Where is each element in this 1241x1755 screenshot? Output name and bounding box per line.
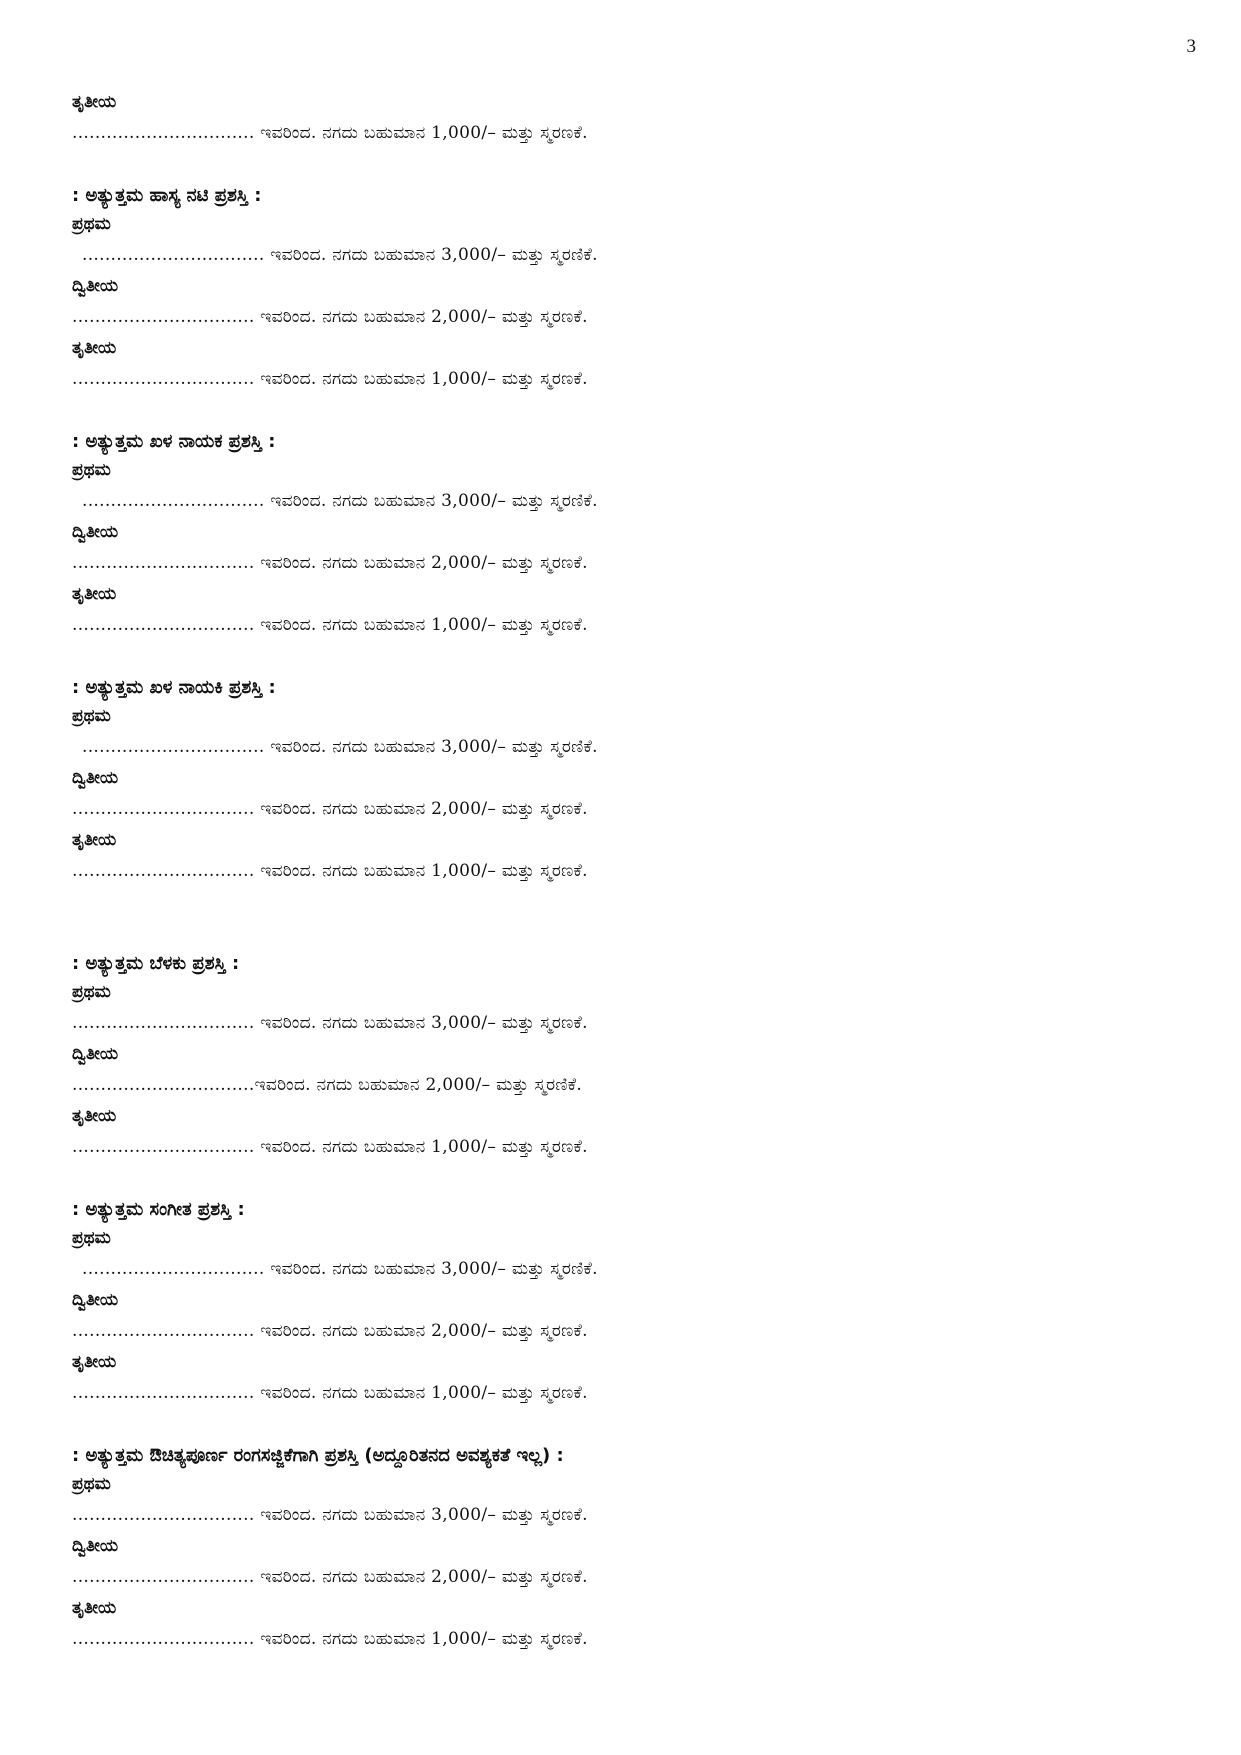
section-heading: : ಅತ್ಯುತ್ತಮ ಬೆಳಕು ಪ್ರಶಸ್ತಿ : [72, 953, 240, 974]
prize-line: ................................ ಇವರಿಂದ. ನಗದು ಬಹುಮಾನ 3,000/– ಮತ್ತು ಸ್ಮರಣಕೆ. [72, 1013, 588, 1033]
rank-label: ಪ್ರಥಮ [72, 982, 111, 1002]
prize-line: ................................ ಇವರಿಂದ. ನಗದು ಬಹುಮಾನ 1,000/– ಮತ್ತು ಸ್ಮರಣಕೆ. [72, 369, 588, 389]
prize-line: ................................ ಇವರಿಂದ. ನಗದು ಬಹುಮಾನ 1,000/– ಮತ್ತು ಸ್ಮರಣಕೆ. [72, 1137, 588, 1157]
prize-line: ................................ ಇವರಿಂದ. ನಗದು ಬಹುಮಾನ 1,000/– ಮತ್ತು ಸ್ಮರಣಕೆ. [72, 615, 588, 635]
rank-label: ಪ್ರಥಮ [72, 460, 111, 480]
rank-label: ದ್ವಿತೀಯ [72, 522, 119, 542]
rank-label: ಪ್ರಥಮ [72, 706, 111, 726]
award-section-comedy-actress [72, 182, 1172, 396]
prize-line: ................................ ಇವರಿಂದ. ನಗದು ಬಹುಮಾನ 2,000/– ಮತ್ತು ಸ್ಮರಣಕೆ. [72, 307, 588, 327]
prize-line: ................................ ಇವರಿಂದ. ನಗದು ಬಹುಮಾನ 3,000/– ಮತ್ತು ಸ್ಮರಣಿಕೆ. [82, 245, 598, 265]
award-section-music [72, 1196, 1172, 1410]
award-section-continued [72, 88, 1172, 150]
rank-label: ಪ್ರಥಮ [72, 214, 111, 234]
rank-label: ತೃತೀಯ [72, 1106, 117, 1126]
rank-label: ತೃತೀಯ [72, 1598, 117, 1618]
rank-label: ದ್ವಿತೀಯ [72, 276, 119, 296]
rank-label: ದ್ವಿತೀಯ [72, 1290, 119, 1310]
prize-line: ................................ ಇವರಿಂದ. ನಗದು ಬಹುಮಾನ 1,000/– ಮತ್ತು ಸ್ಮರಣಕೆ. [72, 1629, 588, 1649]
prize-line: ................................ ಇವರಿಂದ. ನಗದು ಬಹುಮಾನ 3,000/– ಮತ್ತು ಸ್ಮರಣಕೆ. [72, 1505, 588, 1525]
prize-line: ................................ ಇವರಿಂದ. ನಗದು ಬಹುಮಾನ 2,000/– ಮತ್ತು ಸ್ಮರಣಕೆ. [72, 799, 588, 819]
prize-line: ................................ ಇವರಿಂದ. ನಗದು ಬಹುಮಾನ 2,000/– ಮತ್ತು ಸ್ಮರಣಕೆ. [72, 1567, 588, 1587]
rank-label: ದ್ವಿತೀಯ [72, 1044, 119, 1064]
prize-line: ................................ ಇವರಿಂದ. ನಗದು ಬಹುಮಾನ 2,000/– ಮತ್ತು ಸ್ಮರಣಕೆ. [72, 553, 588, 573]
prize-line: ................................ ಇವರಿಂದ. ನಗದು ಬಹುಮಾನ 3,000/– ಮತ್ತು ಸ್ಮರಣಿಕೆ. [82, 737, 598, 757]
prize-line: ................................ ಇವರಿಂದ. ನಗದು ಬಹುಮಾನ 2,000/– ಮತ್ತು ಸ್ಮರಣಕೆ. [72, 1321, 588, 1341]
section-heading: : ಅತ್ಯುತ್ತಮ ಔಚಿತ್ಯಪೂರ್ಣ ರಂಗಸಜ್ಜಿಕೆಗಾಗಿ ಪ್ರಶಸ್ತಿ (ಅದ್ದೂರಿತನದ ಅವಶ್ಯಕತೆ ಇಲ್ಲ) : [72, 1445, 564, 1466]
award-section-villain-actor [72, 428, 1172, 642]
prize-line: ................................ ಇವರಿಂದ. ನಗದು ಬಹುಮಾನ 1,000/– ಮತ್ತು ಸ್ಮರಣಕೆ. [72, 123, 588, 143]
section-heading: : ಅತ್ಯುತ್ತಮ ಸಂಗೀತ ಪ್ರಶಸ್ತಿ : [72, 1199, 245, 1220]
page-number: 3 [1186, 36, 1196, 57]
section-heading: : ಅತ್ಯುತ್ತಮ ಹಾಸ್ಯ ನಟಿ ಪ್ರಶಸ್ತಿ : [72, 185, 262, 206]
rank-label: ತೃತೀಯ [72, 92, 117, 112]
award-section-villain-actress [72, 674, 1172, 888]
rank-label: ತೃತೀಯ [72, 1352, 117, 1372]
rank-label: ಪ್ರಥಮ [72, 1474, 111, 1494]
prize-line: ................................ ಇವರಿಂದ. ನಗದು ಬಹುಮಾನ 1,000/– ಮತ್ತು ಸ್ಮರಣಕೆ. [72, 861, 588, 881]
prize-line: ................................ ಇವರಿಂದ. ನಗದು ಬಹುಮಾನ 1,000/– ಮತ್ತು ಸ್ಮರಣಕೆ. [72, 1383, 588, 1403]
award-section-lighting [72, 950, 1172, 1164]
rank-label: ದ್ವಿತೀಯ [72, 768, 119, 788]
rank-label: ತೃತೀಯ [72, 338, 117, 358]
rank-label: ತೃತೀಯ [72, 830, 117, 850]
rank-label: ದ್ವಿತೀಯ [72, 1536, 119, 1556]
rank-label: ಪ್ರಥಮ [72, 1228, 111, 1248]
section-heading: : ಅತ್ಯುತ್ತಮ ಖಳ ನಾಯಕಿ ಪ್ರಶಸ್ತಿ : [72, 677, 276, 698]
prize-line: ................................ಇವರಿಂದ. ನಗದು ಬಹುಮಾನ 2,000/– ಮತ್ತು ಸ್ಮರಣಿಕೆ. [72, 1075, 583, 1095]
prize-line: ................................ ಇವರಿಂದ. ನಗದು ಬಹುಮಾನ 3,000/– ಮತ್ತು ಸ್ಮರಣಿಕೆ. [82, 491, 598, 511]
rank-label: ತೃತೀಯ [72, 584, 117, 604]
section-heading: : ಅತ್ಯುತ್ತಮ ಖಳ ನಾಯಕ ಪ್ರಶಸ್ತಿ : [72, 431, 276, 452]
award-section-stage-setting [72, 1442, 1172, 1656]
award-list [72, 88, 1172, 1656]
prize-line: ................................ ಇವರಿಂದ. ನಗದು ಬಹುಮಾನ 3,000/– ಮತ್ತು ಸ್ಮರಣಿಕೆ. [82, 1259, 598, 1279]
